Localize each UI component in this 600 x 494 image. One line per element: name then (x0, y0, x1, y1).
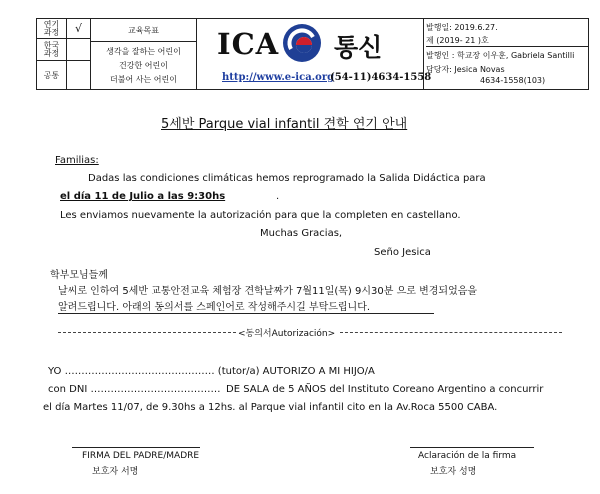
manager: 담당자: Jesica Novas (426, 65, 505, 74)
issue-number: 제 (2019- 21 )호 (426, 36, 489, 45)
track-label-yeongi: 연기 과정 (43, 19, 60, 37)
divider-right (340, 332, 562, 333)
goal-item-1: 생각을 잘하는 어린이 (106, 46, 181, 56)
issue-date: 발행일: 2019.6.27. (426, 23, 498, 32)
clarification-label-ko: 보호자 성명 (430, 467, 477, 477)
korean-line-2: 알려드립니다. 아래의 동의서를 스페인어로 작성해주시길 부탁드립니다. (58, 302, 371, 313)
form-line-2-dni: con DNI ………………………………… (48, 384, 221, 395)
divider-left (58, 332, 236, 333)
track-label-hanguk: 한국 과정 (43, 40, 60, 58)
goal-item-2: 건강한 어린이 (119, 60, 168, 70)
signature-line-right (410, 447, 534, 448)
divider-label: <동의서Autorización> (238, 329, 336, 339)
goal-title: 교육목표 (128, 25, 159, 35)
form-line-1: YO ……………………………………… (tutor/a) AUTORIZO A MI HIJO/A (48, 366, 375, 377)
spanish-signer: Seño Jesica (374, 247, 431, 258)
form-line-3: el día Martes 11/07, de 9.30hs a 12hs. al Parque vial infantil cito en la Av.Roca 5500 CABA. (43, 402, 498, 413)
manager-phone: 4634-1558(103) (480, 76, 546, 85)
korean-greeting: 학부모님들께 (50, 270, 108, 281)
check-mark-icon: √ (74, 22, 82, 35)
korean-line-1: 날씨로 인하여 5세반 교통안전교육 체험장 견학날짜가 7월11일(목) 9시30분 으로 변경되었음을 (58, 286, 478, 297)
spanish-line-3: Les enviamos nuevamente la autorización para que la completen en castellano. (60, 210, 461, 221)
school-emblem-icon (282, 23, 322, 63)
track-label-gongtong: 공통 (43, 70, 60, 80)
website-link[interactable]: http://www.e-ica.org (222, 72, 335, 83)
spanish-line-2-period: . (276, 191, 280, 202)
goal-item-3: 더불어 사는 어린이 (110, 74, 177, 84)
form-line-2-sala: DE SALA de 5 AÑOS del Instituto Coreano Argentino a concurrir (226, 384, 544, 395)
logo-text-tongsin: 통신 (334, 33, 383, 62)
page-title: 5세반 Parque vial infantil 견학 연기 안내 (161, 117, 408, 132)
logo-text-ica: ICA (217, 27, 280, 61)
spanish-thanks: Muchas Gracias, (260, 228, 343, 239)
signature-label-ko: 보호자 서명 (92, 467, 139, 477)
clarification-label-es: Aclaración de la firma (418, 451, 517, 461)
spanish-greeting: Familias: (55, 155, 99, 166)
korean-underline (58, 313, 434, 314)
spanish-line-1: Dadas las condiciones climáticas hemos reprogramado la Salida Didáctica para (88, 173, 486, 184)
signature-label-es: FIRMA DEL PADRE/MADRE (82, 451, 200, 461)
publisher: 발행인 : 학교장 이우훈, Gabriela Santilli (426, 51, 575, 60)
signature-line-left (72, 447, 200, 448)
spanish-date-highlight: el día 11 de Julio a las 9:30hs (60, 191, 226, 202)
phone-number: (54-11)4634-1558 (330, 72, 432, 83)
